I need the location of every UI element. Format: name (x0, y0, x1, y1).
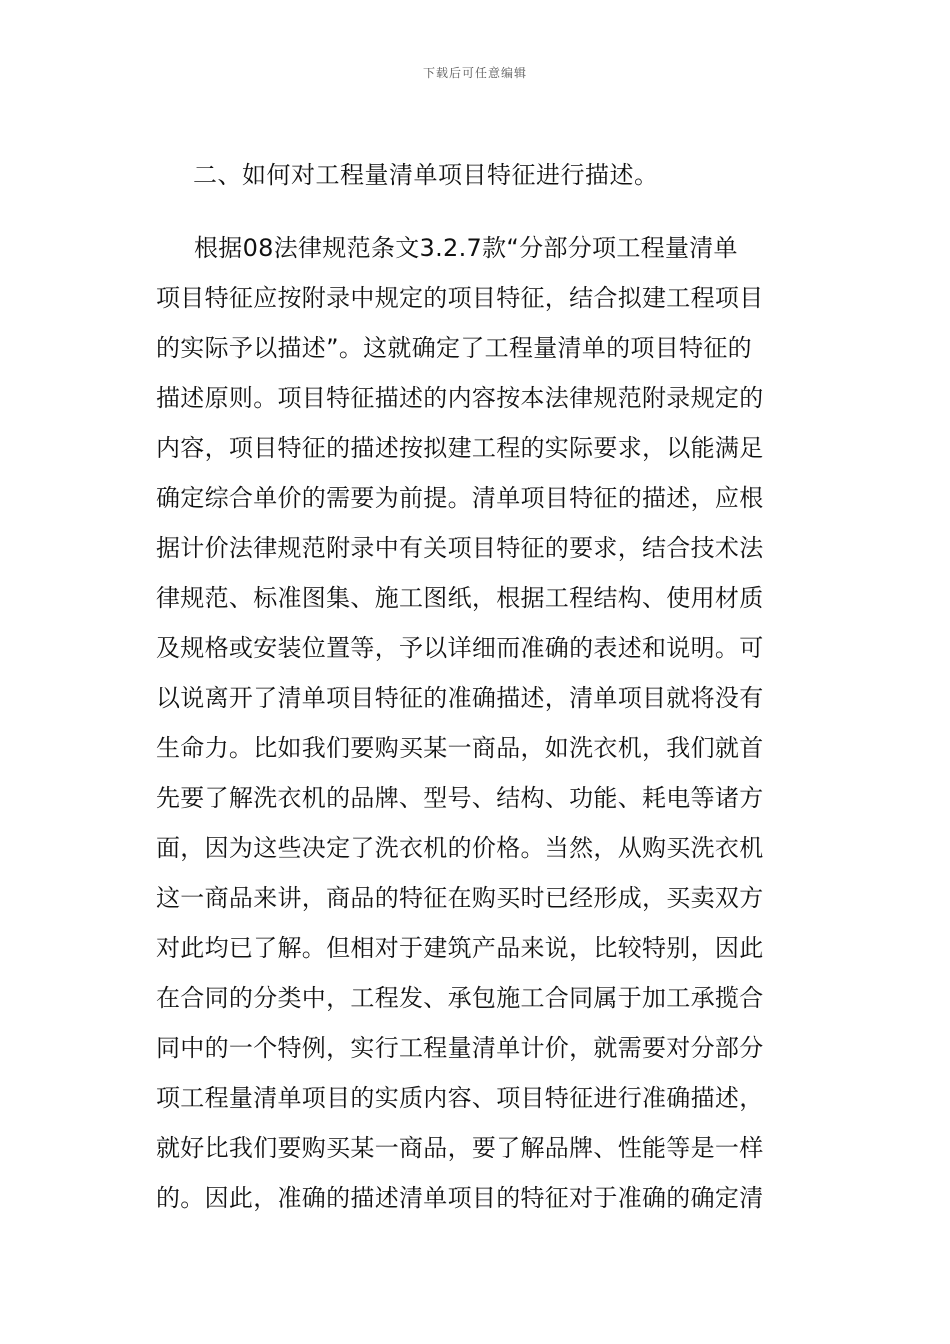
paragraph-line: 确定综合单价的需要为前提。清单项目特征的描述，应根 (156, 484, 764, 512)
body-paragraph (156, 223, 796, 1223)
paragraph-line: 就好比我们要购买某一商品，要了解品牌、性能等是一样 (156, 1134, 764, 1162)
section-heading: 二、如何对工程量清单项目特征进行描述。 (193, 161, 659, 189)
paragraph-line: 先要了解洗衣机的品牌、型号、结构、功能、耗电等诸方 (156, 784, 764, 812)
page-header-note: 下载后可任意编辑 (422, 66, 527, 80)
paragraph-line: 这一商品来讲，商品的特征在购买时已经形成，买卖双方 (156, 884, 764, 912)
paragraph-line: 项目特征应按附录中规定的项目特征，结合拟建工程项目 (156, 284, 764, 312)
paragraph-line: 律规范、标准图集、施工图纸，根据工程结构、使用材质 (156, 584, 764, 612)
paragraph-line: 对此均已了解。但相对于建筑产品来说，比较特别，因此 (156, 934, 764, 962)
paragraph-line: 面，因为这些决定了洗衣机的价格。当然，从购买洗衣机 (156, 834, 764, 862)
paragraph-line: 据计价法律规范附录中有关项目特征的要求，结合技术法 (156, 534, 764, 562)
paragraph-line: 项工程量清单项目的实质内容、项目特征进行准确描述， (156, 1084, 764, 1112)
paragraph-line: 内容，项目特征的描述按拟建工程的实际要求，以能满足 (156, 434, 764, 462)
paragraph-line: 的实际予以描述”。这就确定了工程量清单的项目特征的 (156, 334, 752, 362)
paragraph-line: 同中的一个特例，实行工程量清单计价，就需要对分部分 (156, 1034, 764, 1062)
paragraph-line: 生命力。比如我们要购买某一商品，如洗衣机，我们就首 (156, 734, 764, 762)
paragraph-line: 及规格或安装位置等，予以详细而准确的表述和说明。可 (156, 634, 764, 662)
paragraph-line: 的。因此，准确的描述清单项目的特征对于准确的确定清 (156, 1184, 764, 1212)
paragraph-line: 描述原则。项目特征描述的内容按本法律规范附录规定的 (156, 384, 764, 412)
paragraph-line: 以说离开了清单项目特征的准确描述，清单项目就将没有 (156, 684, 764, 712)
paragraph-line: 在合同的分类中，工程发、承包施工合同属于加工承揽合 (156, 984, 764, 1012)
paragraph-line: 根据08法律规范条文3.2.7款“分部分项工程量清单 (194, 234, 738, 262)
